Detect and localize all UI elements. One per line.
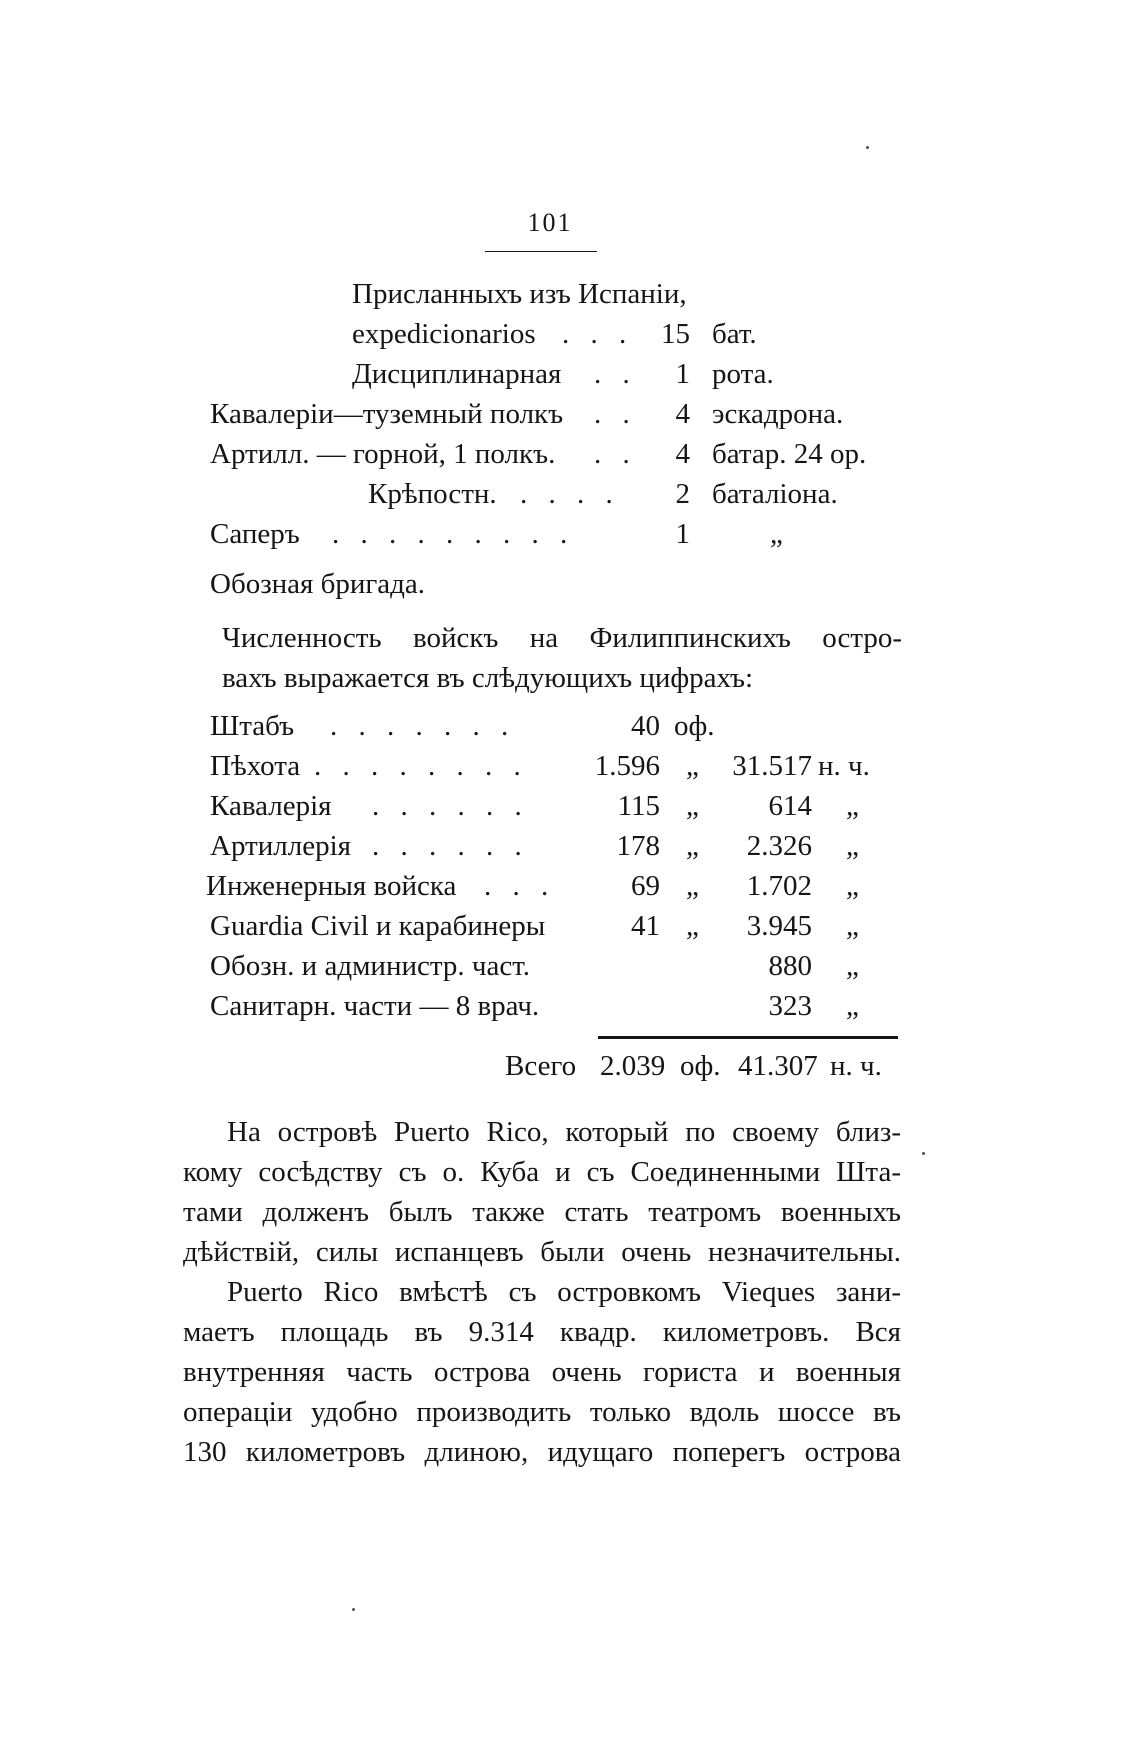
- men-unit: „: [846, 910, 859, 942]
- unit-count: 1: [675, 518, 690, 550]
- leader-dots: . . . . . . .: [330, 710, 516, 742]
- total-men: 41.307: [738, 1050, 818, 1082]
- paragraph-line: дѣйствій, силы испанцевъ были очень незначительны.: [183, 1236, 901, 1268]
- total-rule: [598, 1036, 898, 1039]
- paragraph-line: маетъ площадь въ 9.314 квадр. километровъ. Вся: [183, 1316, 901, 1348]
- row-label: Артиллерія: [210, 830, 351, 862]
- unit-count: 15: [661, 318, 690, 350]
- unit-type: „: [770, 518, 783, 550]
- leader-dots: . . . . . . . . .: [332, 518, 575, 550]
- scan-speck: [352, 1608, 355, 1611]
- unit-count: 4: [675, 438, 690, 470]
- leader-dots: . . . . . . . .: [314, 750, 528, 782]
- paragraph-line: операціи удобно производить только вдоль шоссе въ: [183, 1396, 901, 1428]
- scan-speck: [866, 146, 869, 149]
- row-label: Обозн. и администр. част.: [210, 950, 530, 982]
- total-officers: 2.039: [600, 1050, 666, 1082]
- puerto-rico-paragraph-2: [183, 1272, 901, 1472]
- intro-paragraph: [222, 618, 902, 698]
- officers-count: 40: [631, 710, 660, 742]
- unit-label: expedicionarios: [352, 318, 536, 350]
- officers-unit: „: [686, 790, 699, 822]
- row-label: Штабъ: [210, 710, 295, 742]
- leader-dots: . . .: [484, 870, 556, 902]
- leader-dots: . . . .: [520, 478, 620, 510]
- paragraph-line: На островѣ Puerto Rico, который по своему близ-: [227, 1116, 901, 1148]
- leader-dots: . .: [594, 398, 637, 430]
- officers-count: 178: [616, 830, 660, 862]
- officers-unit: „: [686, 830, 699, 862]
- leader-dots: . .: [594, 358, 637, 390]
- men-unit: „: [846, 870, 859, 902]
- unit-type: батар. 24 ор.: [712, 438, 867, 470]
- officers-count: 115: [617, 790, 660, 822]
- unit-label: Саперъ: [210, 518, 300, 550]
- men-unit: „: [846, 990, 859, 1022]
- men-count: 2.326: [746, 830, 812, 862]
- units-intro: Присланныхъ изъ Испаніи,: [352, 278, 687, 310]
- men-unit: „: [846, 790, 859, 822]
- page-number-rule: [485, 251, 597, 252]
- row-label: Guardia Civil и карабинеры: [210, 910, 546, 942]
- officers-unit: „: [686, 750, 699, 782]
- paragraph-line: Puerto Rico вмѣстѣ съ островкомъ Vieques зани-: [227, 1276, 901, 1308]
- unit-label: Крѣпостн.: [368, 478, 497, 510]
- officers-count: 41: [631, 910, 660, 942]
- leader-dots: . . . . . .: [372, 790, 529, 822]
- total-label: Всего: [505, 1050, 577, 1082]
- officers-count: 1.596: [594, 750, 660, 782]
- men-unit: „: [846, 830, 859, 862]
- unit-type: эскадрона.: [712, 398, 844, 430]
- unit-count: 1: [675, 358, 690, 390]
- officers-unit: „: [686, 910, 699, 942]
- page-number: 101: [527, 208, 573, 237]
- leader-dots: . . .: [562, 318, 634, 350]
- men-count: 1.702: [746, 870, 812, 902]
- men-count: 323: [768, 990, 812, 1022]
- paragraph-line: кому сосѣдству съ о. Куба и съ Соединенными Шта-: [183, 1156, 901, 1188]
- men-count: 3.945: [746, 910, 812, 942]
- scan-speck: [922, 1152, 925, 1155]
- paragraph-line: Численность войскъ на Филиппинскихъ остро-: [222, 622, 902, 654]
- unit-count: 4: [675, 398, 690, 430]
- leader-dots: . .: [594, 438, 637, 470]
- officers-unit: оф.: [674, 710, 715, 742]
- paragraph-line: вахъ выражается въ слѣдующихъ цифрахъ:: [222, 662, 754, 694]
- puerto-rico-paragraph-1: [183, 1112, 901, 1272]
- men-count: 880: [768, 950, 812, 982]
- paragraph-line: 130 километровъ длиною, идущаго поперегъ острова: [183, 1436, 901, 1468]
- unit-type: баталіона.: [712, 478, 838, 510]
- unit-label: Кавалеріи—туземный полкъ: [210, 398, 564, 430]
- row-label: Пѣхота: [210, 750, 301, 782]
- paragraph-line: внутренняя часть острова очень гориста и военныя: [183, 1356, 901, 1388]
- row-label: Кавалерія: [210, 790, 332, 822]
- unit-count: 2: [675, 478, 690, 510]
- men-unit: н. ч.: [818, 750, 870, 782]
- men-count: 31.517: [732, 750, 812, 782]
- men-count: 614: [768, 790, 812, 822]
- officers-count: 69: [631, 870, 660, 902]
- unit-type: бат.: [712, 318, 757, 350]
- men-unit: „: [846, 950, 859, 982]
- leader-dots: . . . . . .: [372, 830, 529, 862]
- total-men-unit: н. ч.: [830, 1050, 882, 1082]
- officers-unit: „: [686, 870, 699, 902]
- total-officers-unit: оф.: [680, 1050, 721, 1082]
- units-closing: Обозная бригада.: [210, 568, 426, 600]
- unit-label: Дисциплинарная: [352, 358, 562, 390]
- row-label: Инженерныя войска: [206, 870, 457, 902]
- unit-label: Артилл. — горной, 1 полкъ.: [210, 438, 556, 470]
- row-label: Санитарн. части — 8 врач.: [210, 990, 540, 1022]
- unit-type: рота.: [712, 358, 774, 390]
- paragraph-line: тами долженъ былъ также стать театромъ военныхъ: [183, 1196, 901, 1228]
